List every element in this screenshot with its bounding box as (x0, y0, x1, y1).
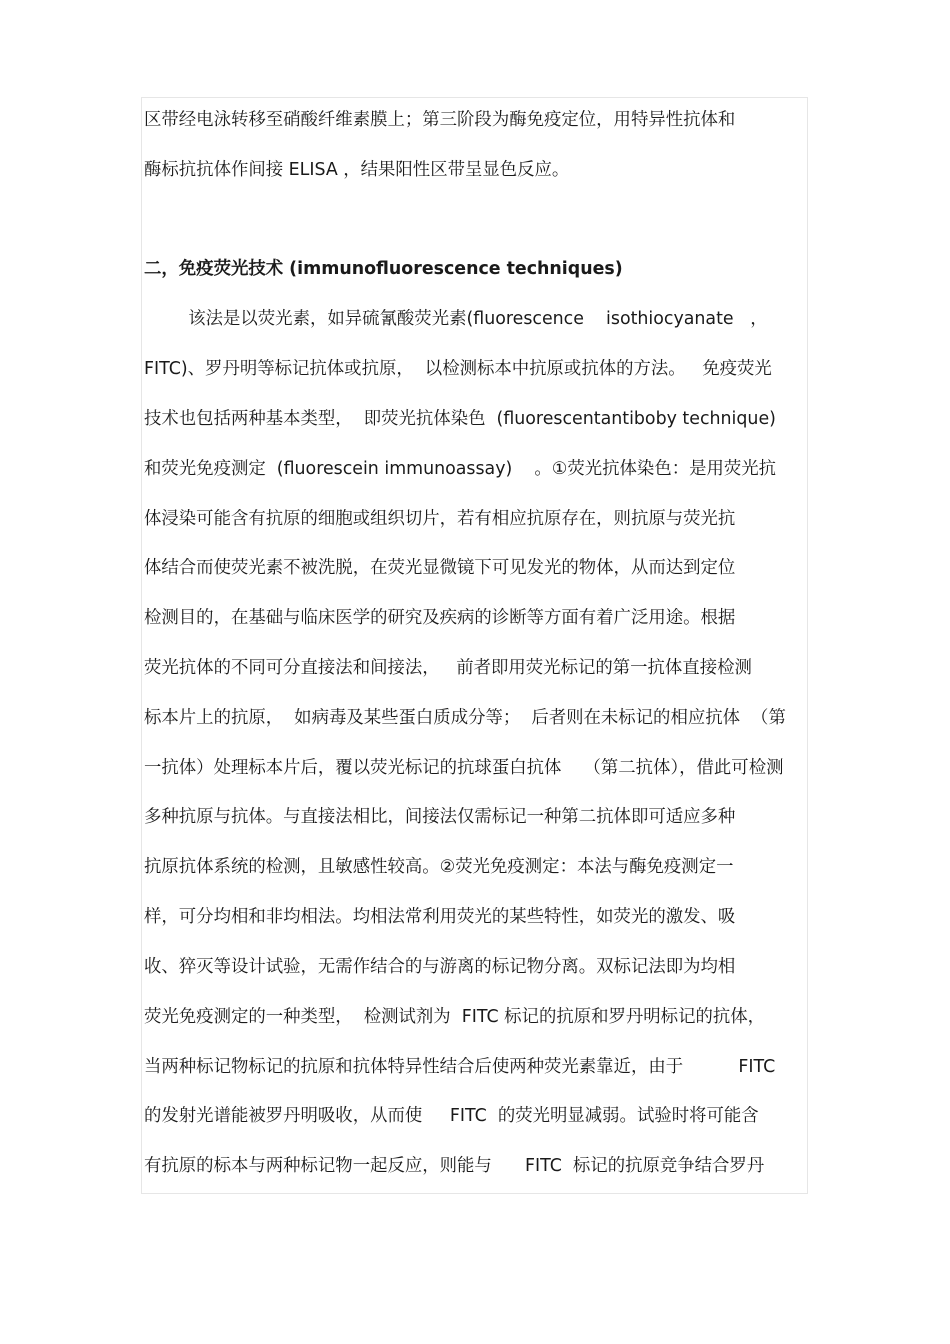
paragraph-line: 酶标抗抗体作间接 ELISA ，结果阳性区带呈显色反应。 (144, 160, 570, 180)
paragraph-line: 多种抗原与抗体。与直接法相比，间接法仅需标记一种第二抗体即可适应多种 (144, 807, 736, 827)
paragraph-line: 荧光免疫测定的一种类型， 检测试剂为 FITC 标记的抗原和罗丹明标记的抗体， (144, 1007, 766, 1027)
paragraph-line: 抗原抗体系统的检测，且敏感性较高。②荧光免疫测定：本法与酶免疫测定一 (144, 857, 734, 877)
paragraph-line: FITC)、罗丹明等标记抗体或抗原， 以检测标本中抗原或抗体的方法。 免疫荧光 (144, 359, 772, 379)
paragraph-line: 收、猝灭等设计试验，无需作结合的与游离的标记物分离。双标记法即为均相 (144, 957, 736, 977)
paragraph-line: 体浸染可能含有抗原的细胞或组织切片，若有相应抗原存在，则抗原与荧光抗 (144, 509, 736, 529)
paragraph-line: 标本片上的抗原， 如病毒及某些蛋白质成分等； 后者则在未标记的相应抗体 （第 (144, 708, 786, 728)
paragraph-line: 样，可分均相和非均相法。均相法常利用荧光的某些特性，如荧光的激发、吸 (144, 907, 736, 927)
paragraph-line: 有抗原的标本与两种标记物一起反应，则能与 FITC 标记的抗原竞争结合罗丹 (144, 1156, 765, 1176)
paragraph-line: 一抗体）处理标本片后，覆以荧光标记的抗球蛋白抗体 （第二抗体），借此可检测 (144, 758, 784, 778)
paragraph-line: 区带经电泳转移至硝酸纤维素膜上；第三阶段为酶免疫定位，用特异性抗体和 (144, 110, 736, 130)
paragraph-line: 的发射光谱能被罗丹明吸收，从而使 FITC 的荧光明显减弱。试验时将可能含 (144, 1106, 759, 1126)
paragraph-line: 检测目的，在基础与临床医学的研究及疾病的诊断等方面有着广泛用途。根据 (144, 608, 736, 628)
paragraph-line: 技术也包括两种基本类型， 即荧光抗体染色 (fluorescentantiboby technique) (144, 409, 776, 429)
paragraph-line: 该法是以荧光素，如异硫氰酸荧光素(fluorescence isothiocyanate ， (144, 309, 768, 329)
paragraph-line: 和荧光免疫测定 (fluorescein immunoassay) 。①荧光抗体染色：是用荧光抗 (144, 459, 777, 479)
paragraph-line: 体结合而使荧光素不被洗脱，在荧光显微镜下可见发光的物体，从而达到定位 (144, 558, 736, 578)
paragraph-line: 荧光抗体的不同可分直接法和间接法， 前者即用荧光标记的第一抗体直接检测 (144, 658, 752, 678)
paragraph-line: 当两种标记物标记的抗原和抗体特异性结合后使两种荧光素靠近，由于 FITC (144, 1057, 776, 1077)
section-heading: 二，免疫荧光技术 (immunofluorescence techniques) (144, 259, 623, 279)
